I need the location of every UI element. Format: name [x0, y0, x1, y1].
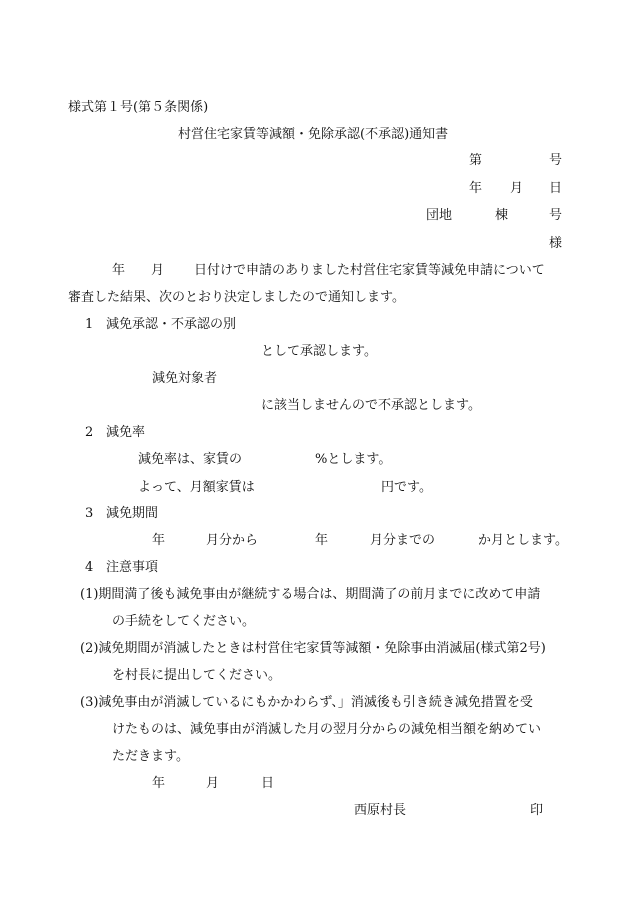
footer-day: 日	[261, 776, 275, 791]
period-to-month: 月分までの	[370, 533, 436, 548]
footer-month: 月	[206, 776, 220, 791]
note3-line3: ただきます。	[112, 749, 189, 764]
form-label: 様式第１号(第５条関係)	[68, 100, 209, 115]
address-to: 棟	[495, 208, 509, 223]
target-label: 減免対象者	[152, 371, 218, 386]
section3-heading: 減免期間	[106, 506, 159, 521]
rate-prefix: 減免率は、家賃の	[138, 452, 243, 467]
section2-heading: 減免率	[106, 425, 146, 440]
seal-mark: 印	[530, 803, 544, 818]
rent-prefix: よって、月額家賃は	[138, 480, 255, 495]
period-from-year: 年	[152, 533, 166, 548]
doc-number-go: 号	[549, 153, 563, 168]
section1-number: 1	[85, 317, 94, 332]
section3-number: 3	[85, 506, 94, 521]
footer-year: 年	[152, 776, 166, 791]
address-danchi: 団地	[426, 208, 453, 223]
recipient-sama: 様	[549, 236, 563, 251]
intro-line1: 日付けで申請のありました村営住宅家賃等減免申請について	[194, 263, 545, 278]
doc-number-dai: 第	[469, 153, 483, 168]
intro-line2: 審査した結果、次のとおり決定しましたので通知します。	[68, 290, 405, 305]
period-from-month: 月分から	[206, 533, 259, 548]
issuer-name: 西原村長	[354, 803, 407, 818]
note3-line2: けたものは、減免事由が消滅した月の翌月分からの減免相当額を納めてい	[112, 722, 542, 737]
date-year: 年	[469, 181, 483, 196]
reject-text: に該当しませんので不承認とします。	[261, 398, 481, 413]
date-month: 月	[510, 181, 524, 196]
approve-text: として承認します。	[261, 344, 377, 359]
note1-line2: の手続をしてください。	[112, 614, 256, 629]
intro-year: 年	[112, 263, 126, 278]
period-to-year: 年	[315, 533, 329, 548]
rate-suffix: %とします。	[315, 452, 392, 467]
section2-number: 2	[85, 425, 94, 440]
address-go: 号	[549, 208, 563, 223]
rent-suffix: 円です。	[381, 480, 432, 495]
note2-line1: (2)減免期間が消滅したときは村営住宅家賃等減額・免除事由消滅届(様式第2号)	[80, 641, 546, 656]
section4-heading: 注意事項	[106, 560, 159, 575]
note2-line2: を村長に提出してください。	[112, 668, 282, 683]
note3-line1: (3)減免事由が消滅しているにもかかわらず、」消滅後も引き続き減免措置を受	[80, 695, 533, 710]
intro-month: 月	[151, 263, 165, 278]
section4-number: 4	[85, 560, 94, 575]
note1-line1: (1)期間満了後も減免事由が継続する場合は、期間満了の前月までに改めて申請	[80, 587, 541, 602]
section1-heading: 減免承認・不承認の別	[106, 317, 237, 332]
date-day: 日	[549, 181, 563, 196]
document-title: 村営住宅家賃等減額・免除承認(不承認)通知書	[178, 127, 449, 142]
period-months: か月とします。	[478, 533, 568, 548]
